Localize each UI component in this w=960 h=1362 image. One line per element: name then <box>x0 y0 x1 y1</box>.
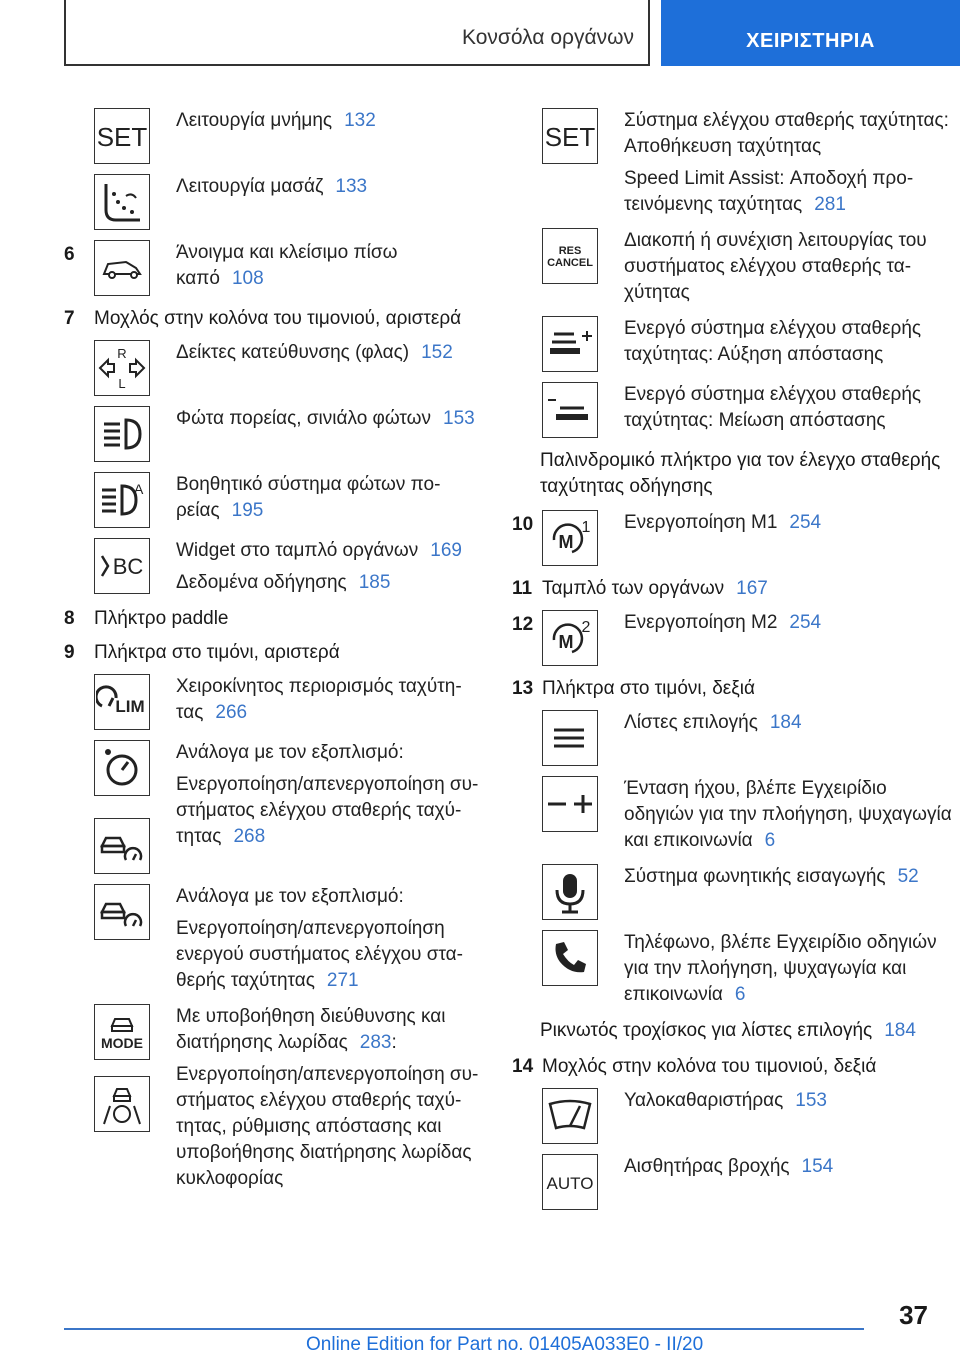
page-ref-link[interactable]: 184 <box>884 1020 916 1041</box>
page-ref-link[interactable]: 52 <box>897 866 919 887</box>
turn-signal-icon <box>94 340 150 396</box>
item-number: 12 <box>512 614 534 635</box>
tailgate-icon <box>94 240 150 296</box>
list-item <box>64 538 484 596</box>
svg-text:M: M <box>558 632 574 652</box>
low-beam-icon <box>94 406 150 462</box>
left-column <box>64 108 484 1202</box>
svg-text:M: M <box>558 532 574 552</box>
page-ref-link[interactable]: 154 <box>801 1156 834 1177</box>
svg-text:2: 2 <box>581 619 591 636</box>
item-text: Speed Limit Assist: Αποδοχή προτεινόμενης ταχύτητας <box>624 168 914 215</box>
auto-button-icon <box>542 1154 598 1210</box>
volume-icon <box>542 776 598 832</box>
item-text: Ταμπλό των οργάνων <box>542 578 725 599</box>
svg-text:AUTO: AUTO <box>546 1174 594 1193</box>
item-text: Ενεργοποίηση/απενεργοποίηση συστήματος ελέγχου σταθερής ταχύτητας, ρύθμισης απόστασης και υποβοήθησης διατήρησης λωρίδας κυκλοφορίας <box>176 1064 479 1189</box>
item-number: 10 <box>512 514 534 535</box>
list-item <box>64 640 484 666</box>
item-number: 8 <box>64 608 75 629</box>
list-item <box>64 606 484 632</box>
list-item <box>64 472 484 528</box>
item-text: Ενεργοποίηση M1 <box>624 512 778 533</box>
item-text: Ανάλογα με τον εξοπλισμό: <box>176 886 404 907</box>
list-item <box>512 710 952 766</box>
item-number: 13 <box>512 678 534 699</box>
item-text: Τηλέφωνο, βλέπε Εγχειρίδιο οδηγιών για την πλοήγηση, ψυχαγωγία και επικοινωνία <box>624 932 937 1005</box>
page-ref-link[interactable]: 153 <box>795 1090 827 1111</box>
page-ref-link[interactable]: 254 <box>789 512 822 533</box>
item-text: Ανάλογα με τον εξοπλισμό: <box>176 742 404 763</box>
bc-button-icon <box>94 538 150 594</box>
item-text: Αισθητήρας βροχής <box>624 1156 790 1177</box>
list-item <box>64 740 484 874</box>
list-item <box>512 1018 952 1044</box>
mode-button-icon <box>94 1004 150 1060</box>
page-ref-link[interactable]: 271 <box>326 970 359 991</box>
list-item <box>64 884 484 994</box>
m2-button-icon <box>542 610 598 666</box>
list-item <box>512 610 952 666</box>
speed-limiter-icon <box>94 674 150 730</box>
page-ref-link[interactable]: 6 <box>734 984 746 1005</box>
item-text: Παλινδρομικό πλήκτρο για τον έλεγχο σταθερής ταχύτητας οδήγησης <box>540 450 941 497</box>
phone-icon <box>542 930 598 986</box>
item-text: Σύστημα φωνητικής εισαγωγής <box>624 866 886 887</box>
right-column <box>512 108 952 1220</box>
item-number: 11 <box>512 578 533 599</box>
svg-text:MODE: MODE <box>101 1035 143 1051</box>
page-number: 37 <box>899 1300 928 1330</box>
svg-text:1: 1 <box>581 519 591 536</box>
list-item <box>512 382 952 438</box>
list-item <box>64 174 484 230</box>
svg-text:R: R <box>117 346 127 361</box>
item-text: Μοχλός στην κολόνα του τιμονιού, δεξιά <box>542 1056 877 1077</box>
page-ref-link[interactable]: 254 <box>789 612 822 633</box>
item-text: Βοηθητικό σύστημα φώτων πορείας <box>176 474 441 521</box>
item-text: Πλήκτρα στο τιμόνι, αριστερά <box>94 642 340 663</box>
item-number: 9 <box>64 642 75 663</box>
item-text: Υαλοκαθαριστήρας <box>624 1090 784 1111</box>
header-title: Κονσόλα οργάνων <box>462 26 634 49</box>
item-text: Ενεργοποίηση/απενεργοποίηση συστήματος ελέγχου σταθερής ταχύτητας <box>176 774 479 847</box>
active-cruise-control-icon <box>94 884 150 940</box>
list-item <box>512 864 952 920</box>
high-beam-assist-icon <box>94 472 150 528</box>
footer-divider <box>64 1328 864 1330</box>
item-text: Ρικνωτός τροχίσκος για λίστες επιλογής <box>540 1020 873 1041</box>
list-item: MODE Με υποβοήθηση διεύθυνσης και διατήρησης λωρίδας 283: Ενεργοποίηση/απενεργοποίηση συστήματος ελέγχου σταθερής ταχύτητας, ρύθμισης απόστασης και υποβοήθησης διατήρησης λωρίδας κυκλοφορίας <box>64 1004 484 1192</box>
page-ref-link[interactable]: 133 <box>335 176 368 197</box>
cruise-control-icon <box>94 740 150 796</box>
list-item <box>64 306 484 332</box>
list-item <box>512 1088 952 1144</box>
item-number: 6 <box>64 244 75 265</box>
massage-seat-icon <box>94 174 150 230</box>
item-text: Διακοπή ή συνέχιση λειτουργίας του συστήματος ελέγχου σταθερής ταχύτητας <box>624 230 927 303</box>
item-text: Άνοιγμα και κλείσιμο πίσω καπό <box>176 242 398 289</box>
item-text: Χειροκίνητος περιορισμός ταχύτητας <box>176 676 462 723</box>
item-text: Πλήκτρο paddle <box>94 608 229 629</box>
list-item <box>512 576 952 602</box>
item-text: Λειτουργία μασάζ <box>176 176 324 197</box>
svg-text:SET: SET <box>96 122 148 152</box>
page-ref-link[interactable]: 283 <box>359 1032 392 1053</box>
item-text: Ενεργό σύστημα ελέγχου σταθερής ταχύτητας: Μείωση απόστασης <box>624 384 922 431</box>
item-text: Ενεργοποίηση M2 <box>624 612 778 633</box>
item-text: Σύστημα ελέγχου σταθερής ταχύτητας: Αποθήκευση ταχύτητας <box>624 110 949 157</box>
item-text: Μοχλός στην κολόνα του τιμονιού, αριστερά <box>94 308 462 329</box>
svg-text:RES: RES <box>558 245 582 257</box>
distance-decrease-icon <box>542 382 598 438</box>
distance-increase-icon <box>542 316 598 372</box>
item-text: Φώτα πορείας, σινιάλο φώτων <box>176 408 431 429</box>
m1-button-icon <box>542 510 598 566</box>
list-item <box>512 1154 952 1210</box>
set-icon <box>94 108 150 164</box>
item-text: Ένταση ήχου, βλέπε Εγχειρίδιο οδηγιών για την πλοήγηση, ψυχαγωγία και επικοινωνία <box>624 778 952 851</box>
list-item <box>512 930 952 1008</box>
item-text: Widget στο ταμπλό οργάνων <box>176 540 419 561</box>
page-ref-link[interactable]: 266 <box>215 702 248 723</box>
lane-keeping-assist-icon <box>94 1076 150 1132</box>
item-text: Με υποβοήθηση διεύθυνσης και διατήρησης λωρίδας <box>176 1006 446 1053</box>
item-number: 7 <box>64 308 75 329</box>
page-ref-link[interactable]: 167 <box>736 578 768 599</box>
item-number: 14 <box>512 1056 534 1077</box>
list-item <box>512 316 952 372</box>
page-ref-link[interactable]: 281 <box>814 194 846 215</box>
item-text: Ενεργοποίηση/απενεργοποίηση ενεργού συστήματος ελέγχου σταθερής ταχύτητας <box>176 918 463 991</box>
page-ref-link[interactable]: 268 <box>233 826 266 847</box>
svg-text:SET: SET <box>544 122 596 152</box>
set-icon <box>542 108 598 164</box>
item-text: Ενεργό σύστημα ελέγχου σταθερής ταχύτητας: Αύξηση απόστασης <box>624 318 922 365</box>
footer-edition: Online Edition for Part no. 01405A033E0 - II/20 <box>306 1334 704 1355</box>
item-text: Πλήκτρα στο τιμόνι, δεξιά <box>542 678 755 699</box>
list-menu-icon <box>542 710 598 766</box>
page-ref-link[interactable]: 152 <box>421 342 453 363</box>
active-cruise-control-icon <box>94 818 150 874</box>
list-item <box>512 676 952 702</box>
wiper-icon <box>542 1088 598 1144</box>
svg-text:BC: BC <box>112 554 144 579</box>
list-item <box>512 510 952 566</box>
list-item <box>512 1054 952 1080</box>
svg-text:CANCEL: CANCEL <box>547 257 593 269</box>
page-ref-link[interactable]: 108 <box>231 268 264 289</box>
page-ref-link[interactable]: 153 <box>443 408 475 429</box>
list-item <box>64 340 484 396</box>
page-ref-link[interactable]: 184 <box>769 712 802 733</box>
svg-text:LIM: LIM <box>115 697 145 716</box>
list-item <box>512 776 952 854</box>
page-ref-link[interactable]: 132 <box>344 110 376 131</box>
item-text: Λίστες επιλογής <box>624 712 758 733</box>
list-item <box>64 674 484 730</box>
svg-text:L: L <box>118 376 126 391</box>
page-ref-link[interactable]: 169 <box>430 540 462 561</box>
list-item <box>64 108 484 164</box>
header-section-tab[interactable]: ΧΕΙΡΙΣΤΗΡΙΑ <box>661 0 960 66</box>
item-text: Δείκτες κατεύθυνσης (φλας) <box>176 342 410 363</box>
page-ref-link[interactable]: 185 <box>358 572 391 593</box>
list-item <box>64 406 484 462</box>
item-text: Δεδομένα οδήγησης <box>176 572 347 593</box>
item-text: Λειτουργία μνήμης <box>176 110 333 131</box>
res-cancel-icon <box>542 228 598 284</box>
microphone-icon <box>542 864 598 920</box>
page-ref-link[interactable]: 6 <box>764 830 776 851</box>
page-ref-link[interactable]: 195 <box>231 500 264 521</box>
list-item <box>64 240 484 296</box>
svg-text:A: A <box>134 481 144 497</box>
list-item <box>512 108 952 218</box>
list-item <box>512 228 952 306</box>
